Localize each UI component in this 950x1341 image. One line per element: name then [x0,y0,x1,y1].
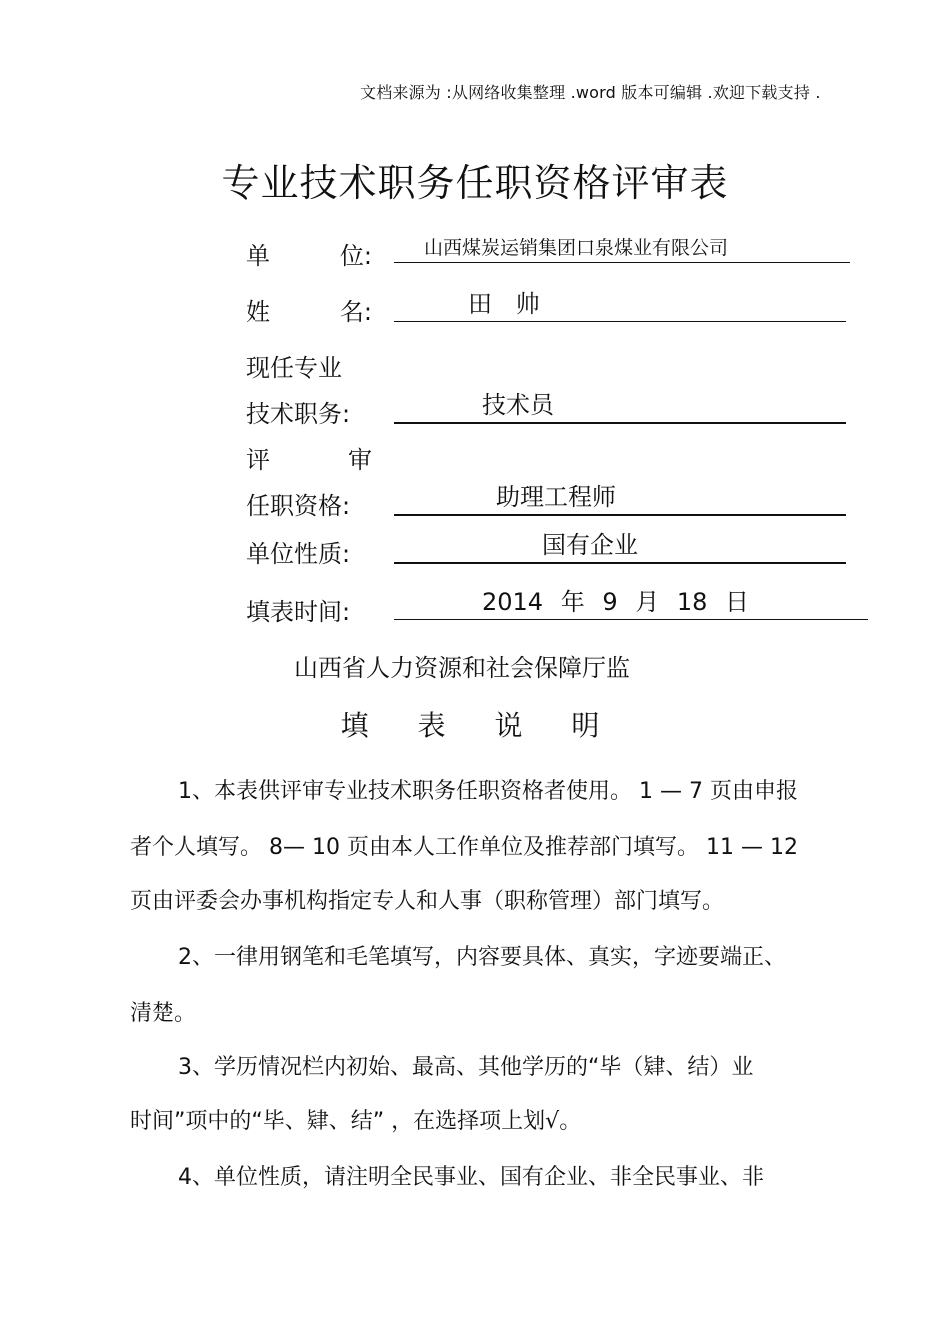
name-label-b: 名: [339,298,372,326]
position-field [394,390,846,424]
unit-type-label: 单位性质: [246,540,351,568]
position-label-line2: 技术职务: [246,400,351,428]
instruction-line: 清楚。 [130,1001,197,1026]
name-label [246,292,372,327]
fill-date-label: 填表时间: [246,598,351,626]
qualification-label-line1 [246,440,372,475]
unit-type-value: 国有企业 [542,531,638,559]
unit-value: 山西煤炭运销集团口泉煤业有限公司 [424,237,729,259]
qualification-label-a: 评 [246,446,270,474]
instruction-line: 2、一律用钢笔和毛笔填写，内容要具体、真实，字迹要端正、 [178,945,786,970]
qualification-field [394,482,846,516]
document-title: 专业技术职务任职资格评审表 [221,161,729,205]
instruction-line: 时间”项中的“毕、肄、结” ，在选择项上划√。 [130,1109,582,1134]
instruction-line: 1、本表供评审专业技术职务任职资格者使用。 1 — 7 页由申报 [178,779,798,804]
instructions-title: 填 表 说 明 [340,709,620,742]
fill-date-value: 2014 年 9 月 18 日 [482,588,750,616]
header-note: 文档来源为 :从网络收集整理 .word 版本可编辑 .欢迎下载支持 . [360,83,821,102]
name-value: 田 帅 [468,290,540,318]
qualification-label-b: 审 [348,446,372,474]
name-field [394,289,846,322]
instruction-line: 3、学历情况栏内初始、最高、其他学历的“毕（肄、结）业 [178,1055,754,1080]
unit-field [394,230,850,263]
qualification-label-line2: 任职资格: [246,492,351,520]
unit-label [246,236,372,271]
fill-date-field [394,587,868,620]
unit-label-a: 单 [246,242,270,270]
unit-type-field [394,530,846,564]
name-label-a: 姓 [246,298,270,326]
instruction-line: 4、单位性质，请注明全民事业、国有企业、非全民事业、非 [178,1165,764,1190]
position-label-line1: 现任专业 [246,354,342,382]
issuer: 山西省人力资源和社会保障厅监 [294,654,630,682]
qualification-value: 助理工程师 [496,483,616,511]
position-value: 技术员 [482,391,554,419]
unit-label-b: 位: [339,242,372,270]
instruction-line: 页由评委会办事机构指定专人和人事（职称管理）部门填写。 [130,889,725,914]
instruction-line: 者个人填写。 8— 10 页由本人工作单位及推荐部门填写。 11 — 12 [130,835,798,860]
